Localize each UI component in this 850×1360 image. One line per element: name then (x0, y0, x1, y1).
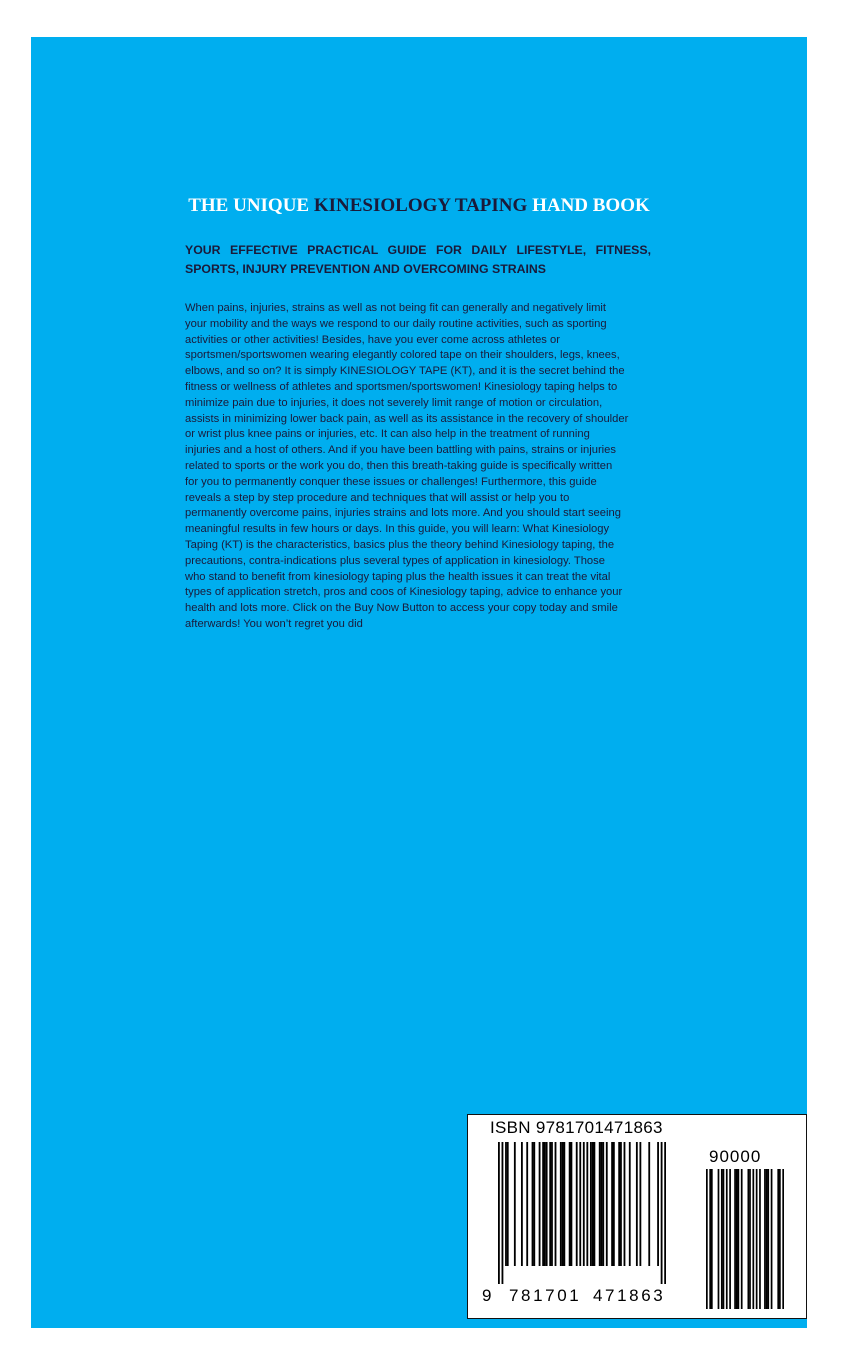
barcode-bar (579, 1142, 581, 1266)
barcode-bar (657, 1142, 659, 1266)
barcode-bar (569, 1142, 571, 1266)
barcode-bar (779, 1169, 781, 1309)
barcode-bar (592, 1142, 594, 1266)
barcode-bar (766, 1169, 768, 1309)
barcode-bar (736, 1169, 738, 1309)
description-line: Taping (KT) is the characteristics, basics plus the theory behind Kinesiology taping, the (185, 538, 615, 551)
barcode-bar (777, 1169, 779, 1309)
barcode-bar (593, 1142, 595, 1266)
barcode-bar (611, 1142, 613, 1266)
barcode-bar (602, 1142, 604, 1266)
barcode-bar (599, 1142, 601, 1266)
barcode-bar (507, 1142, 509, 1266)
barcode-bar (718, 1169, 720, 1309)
barcode-bar (629, 1142, 631, 1266)
barcode-bar (711, 1169, 713, 1309)
barcode-bar (749, 1169, 751, 1309)
barcode-bar (562, 1142, 564, 1266)
description-line: health and lots more. Click on the Buy Now Button to access your copy today and smile (185, 602, 618, 615)
barcode-bar (514, 1142, 516, 1266)
barcode-bar (544, 1142, 546, 1266)
title-suffix: HAND BOOK (532, 195, 650, 216)
description-line: assists in minimizing lower back pain, as well as its assistance in the recovery of shoulder (185, 412, 629, 425)
barcode-bar (767, 1169, 769, 1309)
barcode-bar (759, 1169, 761, 1309)
book-description (185, 301, 655, 633)
subtitle-line: SPORTS, INJURY PREVENTION AND OVERCOMING STRAINS (185, 262, 546, 276)
addon-barcode-bars (706, 1169, 784, 1309)
book-subtitle (185, 241, 651, 279)
barcode-bar (738, 1169, 740, 1309)
barcode-bar (664, 1142, 666, 1284)
barcode-bar (539, 1142, 541, 1266)
barcode-bar (771, 1169, 773, 1309)
description-line: who stand to benefit from kinesiology taping plus the health issues it can treat the vital (185, 570, 611, 583)
barcode-bar (648, 1142, 650, 1266)
barcode-bar (555, 1142, 557, 1266)
description-line: injuries and a host of others. And if you have been battling with pains, strains or injuries (185, 444, 616, 457)
barcode-bar (560, 1142, 562, 1266)
barcode-bar (583, 1142, 585, 1266)
barcode-bar (532, 1142, 534, 1266)
title-highlight: KINESIOLOGY TAPING (313, 195, 528, 216)
barcode-bar (533, 1142, 535, 1266)
barcode-bar (636, 1142, 638, 1266)
barcode-bar (526, 1142, 528, 1266)
barcode-bar (546, 1142, 548, 1266)
barcode-bar (747, 1169, 749, 1309)
barcode-digit-lead: 9 (482, 1286, 495, 1305)
barcode-bar (661, 1142, 663, 1284)
barcode-bar (542, 1142, 544, 1266)
barcode-bar (606, 1142, 608, 1266)
barcode-bar (782, 1169, 784, 1309)
barcode-bar (571, 1142, 573, 1266)
barcode-bar (601, 1142, 603, 1266)
description-line: related to sports or the work you do, then this breath-taking guide is specifically written (185, 459, 613, 472)
barcode-bar (756, 1169, 758, 1309)
back-cover (31, 37, 807, 1328)
description-line: minimize pain due to injuries, it does not severely limit range of motion or circulation, (185, 396, 603, 409)
description-line: When pains, injuries, strains as well as not being fit can generally and negatively limit (185, 302, 606, 314)
barcode-bar (723, 1169, 725, 1309)
description-line: meaningful results in few hours or days. In this guide, you will learn: What Kinesiology (185, 523, 610, 536)
barcode-bar (624, 1142, 626, 1266)
barcode-bar (729, 1169, 731, 1309)
barcode-bar (721, 1169, 723, 1309)
barcode-bar (590, 1142, 592, 1266)
isbn-barcode (467, 1114, 807, 1319)
description-line: or wrist plus knee pains or injuries, etc. It can also help in the treatment of running (185, 428, 590, 441)
description-line: for you to permanently conquer these issues or challenges! Furthermore, this guide (185, 475, 597, 488)
barcode-bar (576, 1142, 578, 1266)
price-code: 90000 (709, 1147, 762, 1166)
description-line: activities or other activities! Besides, have you ever come across athletes or (185, 333, 560, 346)
description-line: sportsmen/sportswomen wearing elegantly colored tape on their shoulders, legs, knees, (185, 349, 620, 362)
barcode-bar (549, 1142, 551, 1266)
barcode-bar (551, 1142, 553, 1266)
barcode-bar (618, 1142, 620, 1266)
barcode-bar (706, 1169, 708, 1309)
barcode-bar (764, 1169, 766, 1309)
barcode-digits-left: 781701 (509, 1286, 582, 1305)
barcode-bar (734, 1169, 736, 1309)
barcode-bar (586, 1142, 588, 1266)
main-barcode-bars (498, 1142, 666, 1284)
book-title (181, 195, 657, 217)
barcode-bar (709, 1169, 711, 1309)
barcode-bar (639, 1142, 641, 1266)
barcode-bar (498, 1142, 500, 1284)
subtitle-line: YOUR EFFECTIVE PRACTICAL GUIDE FOR DAILY LIFESTYLE, FITNESS, (185, 243, 651, 257)
barcode-bar (502, 1142, 504, 1284)
description-line: elbows, and so on? It is simply KINESIOLOGY TAPE (KT), and it is the secret behind the (185, 365, 625, 378)
barcode-bar (505, 1142, 507, 1266)
barcode-bar (741, 1169, 743, 1309)
barcode-bar (563, 1142, 565, 1266)
barcode-bar (613, 1142, 615, 1266)
barcode-bar (752, 1169, 754, 1309)
description-line: permanently overcome pains, injuries strains and lots more. And you should start seeing (185, 507, 621, 520)
barcode-bar (521, 1142, 523, 1266)
title-prefix: THE UNIQUE (188, 195, 310, 216)
isbn-label: ISBN 9781701471863 (490, 1118, 663, 1137)
description-line: afterwards! You won’t regret you did (185, 617, 363, 630)
description-line: types of application stretch, pros and coos of Kinesiology taping, advice to enhance your (185, 586, 623, 599)
description-line: reveals a step by step procedure and techniques that will assist or help you to (185, 491, 570, 504)
description-line: fitness or wellness of athletes and sportsmen/sportswomen! Kinesiology taping helps to (185, 380, 618, 393)
barcode-digits-right: 471863 (593, 1286, 666, 1305)
description-line: precautions, contra-indications plus several types of application in kinesiology. Those (185, 554, 605, 567)
description-line: your mobility and the ways we respond to our daily routine activities, such as sporting (185, 317, 607, 330)
barcode-bar (620, 1142, 622, 1266)
barcode-bar (726, 1169, 728, 1309)
